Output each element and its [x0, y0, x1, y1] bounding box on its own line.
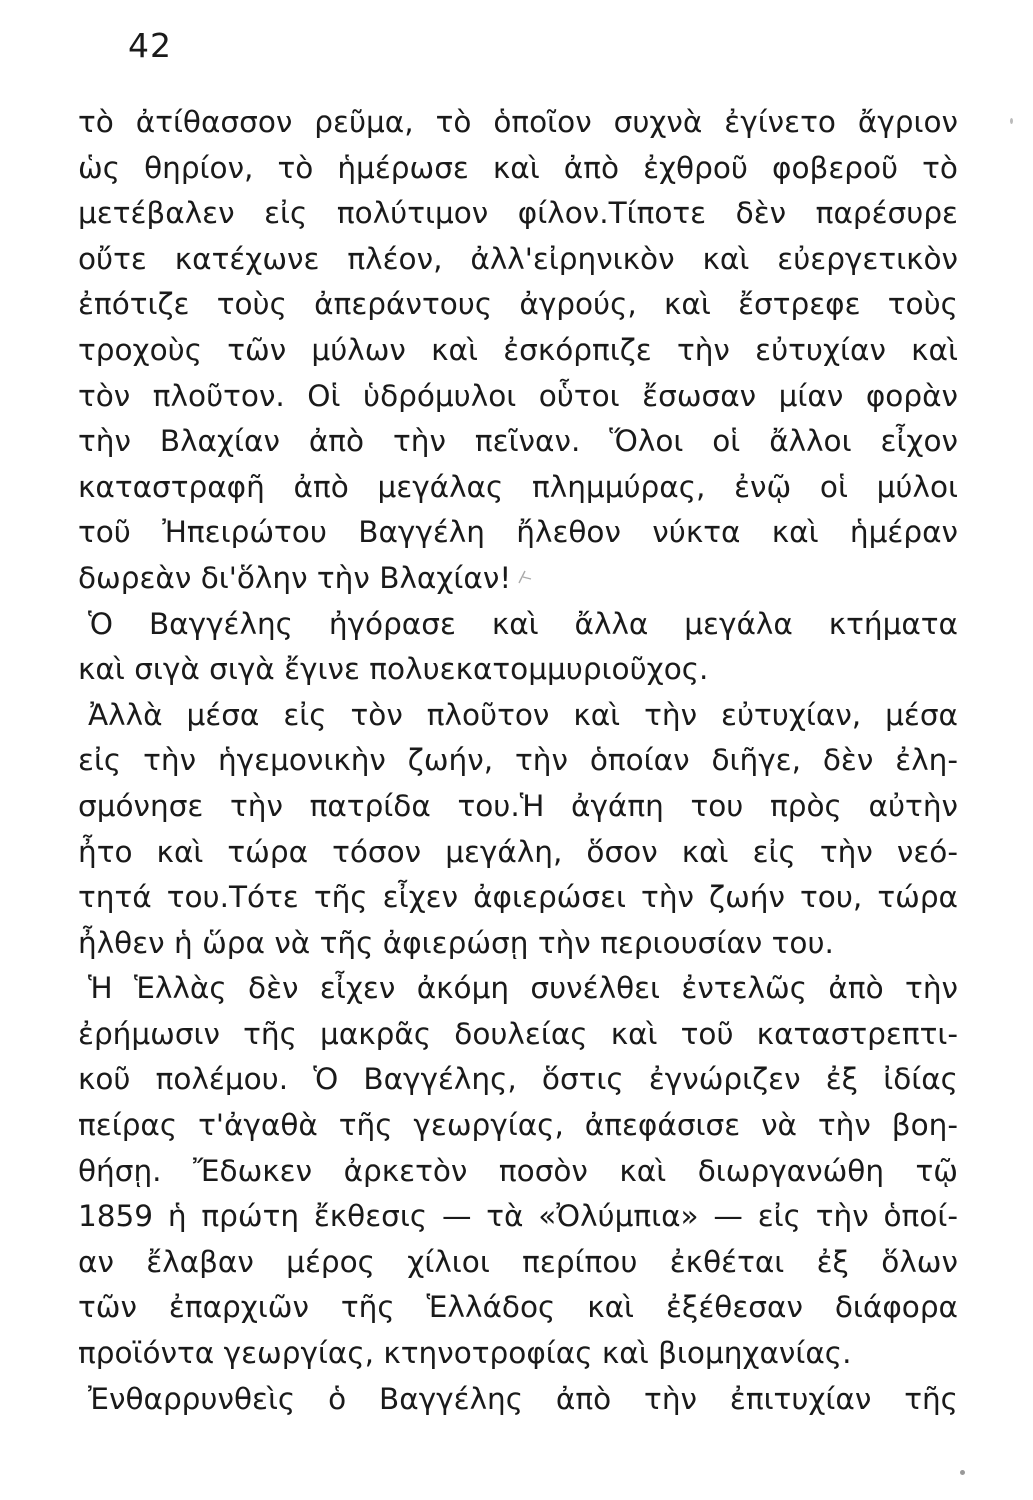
text-line — [78, 966, 958, 1012]
text-line — [78, 693, 958, 739]
text-line-content: τὴν Βλαχίαν ἀπὸ τὴν πεῖναν. Ὅλοι οἱ ἄλλοι εἶχον — [78, 424, 958, 459]
page-number: 42 — [128, 26, 172, 65]
text-line — [78, 1149, 958, 1195]
pencil-mark-icon — [515, 567, 535, 587]
text-line-content: Ἐνθαρρυνθεὶς ὁ Βαγγέλης ἀπὸ τὴν ἐπιτυχίαν τῆς — [88, 1381, 958, 1416]
text-line-content: δωρεὰν δι'ὅλην τὴν Βλαχίαν! — [78, 560, 512, 595]
text-line — [78, 510, 958, 556]
text-line-content: τητά του.Τότε τῆς εἶχεν ἀφιερώσει τὴν ζωήν του, τώρα — [78, 880, 958, 915]
text-line — [78, 1012, 958, 1058]
text-line-content: κοῦ πολέμου. Ὁ Βαγγέλης, ὅστις ἐγνώριζεν ἐξ ἰδίας — [78, 1062, 958, 1097]
text-line — [78, 328, 958, 374]
text-line — [78, 146, 958, 192]
text-line-content: τὸ ἀτίθασσον ρεῦμα, τὸ ὁποῖον συχνὰ ἐγίνετο ἄγριον — [78, 105, 958, 139]
text-line — [78, 875, 958, 921]
text-line — [78, 465, 958, 511]
text-line-content: αν ἔλαβαν μέρος χίλιοι περίπου ἐκθέται ἐξ ὅλων — [78, 1244, 958, 1279]
ink-speck — [1010, 118, 1013, 124]
text-line — [78, 237, 958, 283]
text-line-content: τῶν ἐπαρχιῶν τῆς Ἑλλάδος καὶ ἐξέθεσαν διάφορα — [78, 1290, 958, 1325]
text-line — [78, 1103, 958, 1149]
text-line-content: Ἀλλὰ μέσα εἰς τὸν πλοῦτον καὶ τὴν εὐτυχίαν, μέσα — [88, 697, 958, 732]
text-line — [78, 1377, 958, 1423]
text-line-content: καὶ σιγὰ σιγὰ ἔγινε πολυεκατομμυριοῦχος. — [78, 652, 709, 687]
text-line — [78, 1057, 958, 1103]
text-line-content: μετέβαλεν εἰς πολύτιμον φίλον.Τίποτε δὲν παρέσυρε — [78, 196, 958, 231]
text-line — [78, 556, 958, 602]
text-line-content: τροχοὺς τῶν μύλων καὶ ἐσκόρπιζε τὴν εὐτυχίαν καὶ — [78, 332, 958, 367]
text-line — [78, 784, 958, 830]
text-line — [78, 1240, 958, 1286]
text-line — [78, 738, 958, 784]
text-line-content: καταστραφῆ ἀπὸ μεγάλας πλημμύρας, ἐνῷ οἱ μύλοι — [78, 469, 958, 504]
text-line-content: προϊόντα γεωργίας, κτηνοτροφίας καὶ βιομηχανίας. — [78, 1336, 852, 1371]
body-text — [78, 100, 958, 1422]
text-line-content: ὡς θηρίον, τὸ ἡμέρωσε καὶ ἀπὸ ἐχθροῦ φοβεροῦ τὸ — [78, 150, 958, 185]
text-line — [78, 1285, 958, 1331]
text-line-content: ἦτο καὶ τώρα τόσον μεγάλη, ὅσον καὶ εἰς τὴν νεό- — [78, 834, 958, 869]
text-line-content: εἰς τὴν ἡγεμονικὴν ζωήν, τὴν ὁποίαν διῆγε, δὲν ἐλη- — [78, 743, 958, 778]
text-line-content: ἐρήμωσιν τῆς μακρᾶς δουλείας καὶ τοῦ καταστρεπτι- — [78, 1016, 958, 1051]
text-line — [78, 419, 958, 465]
text-line-content: πείρας τ'ἀγαθὰ τῆς γεωργίας, ἀπεφάσισε νὰ τὴν βοη- — [78, 1108, 958, 1143]
text-line-content: ἦλθεν ἡ ὥρα νὰ τῆς ἀφιερώσῃ τὴν περιουσίαν του. — [78, 925, 834, 960]
text-line — [78, 921, 958, 967]
text-line — [78, 830, 958, 876]
text-line-content: Ὁ Βαγγέλης ἠγόρασε καὶ ἄλλα μεγάλα κτήματα — [88, 606, 958, 641]
text-line-content: σμόνησε τὴν πατρίδα του.Ἡ ἀγάπη του πρὸς αὐτὴν — [78, 788, 958, 823]
text-line-content: Ἡ Ἑλλὰς δὲν εἶχεν ἀκόμη συνέλθει ἐντελῶς ἀπὸ τὴν — [88, 971, 958, 1006]
text-line — [78, 282, 958, 328]
text-line-content: ἐπότιζε τοὺς ἀπεράντους ἀγρούς, καὶ ἔστρεφε τοὺς — [78, 287, 958, 322]
text-line — [78, 100, 958, 146]
text-line-content: τὸν πλοῦτον. Οἱ ὑδρόμυλοι οὗτοι ἔσωσαν μίαν φορὰν — [78, 378, 958, 413]
text-line-content: οὔτε κατέχωνε πλέον, ἀλλ'εἰρηνικὸν καὶ εὐεργετικὸν — [78, 241, 958, 276]
text-line-content: 1859 ἡ πρώτη ἔκθεσις — τὰ «Ὀλύμπια» — εἰς τὴν ὁποί- — [78, 1199, 958, 1234]
text-line — [78, 602, 958, 648]
text-line-content: θήσῃ. Ἔδωκεν ἀρκετὸν ποσὸν καὶ διωργανώθη τῷ — [78, 1153, 958, 1188]
ink-speck — [960, 1470, 965, 1475]
text-line — [78, 1331, 958, 1377]
text-line-content: τοῦ Ἠπειρώτου Βαγγέλη ἤλεθον νύκτα καὶ ἡμέραν — [78, 515, 958, 550]
text-line — [78, 191, 958, 237]
text-line — [78, 374, 958, 420]
text-line — [78, 647, 958, 693]
text-line — [78, 1194, 958, 1240]
